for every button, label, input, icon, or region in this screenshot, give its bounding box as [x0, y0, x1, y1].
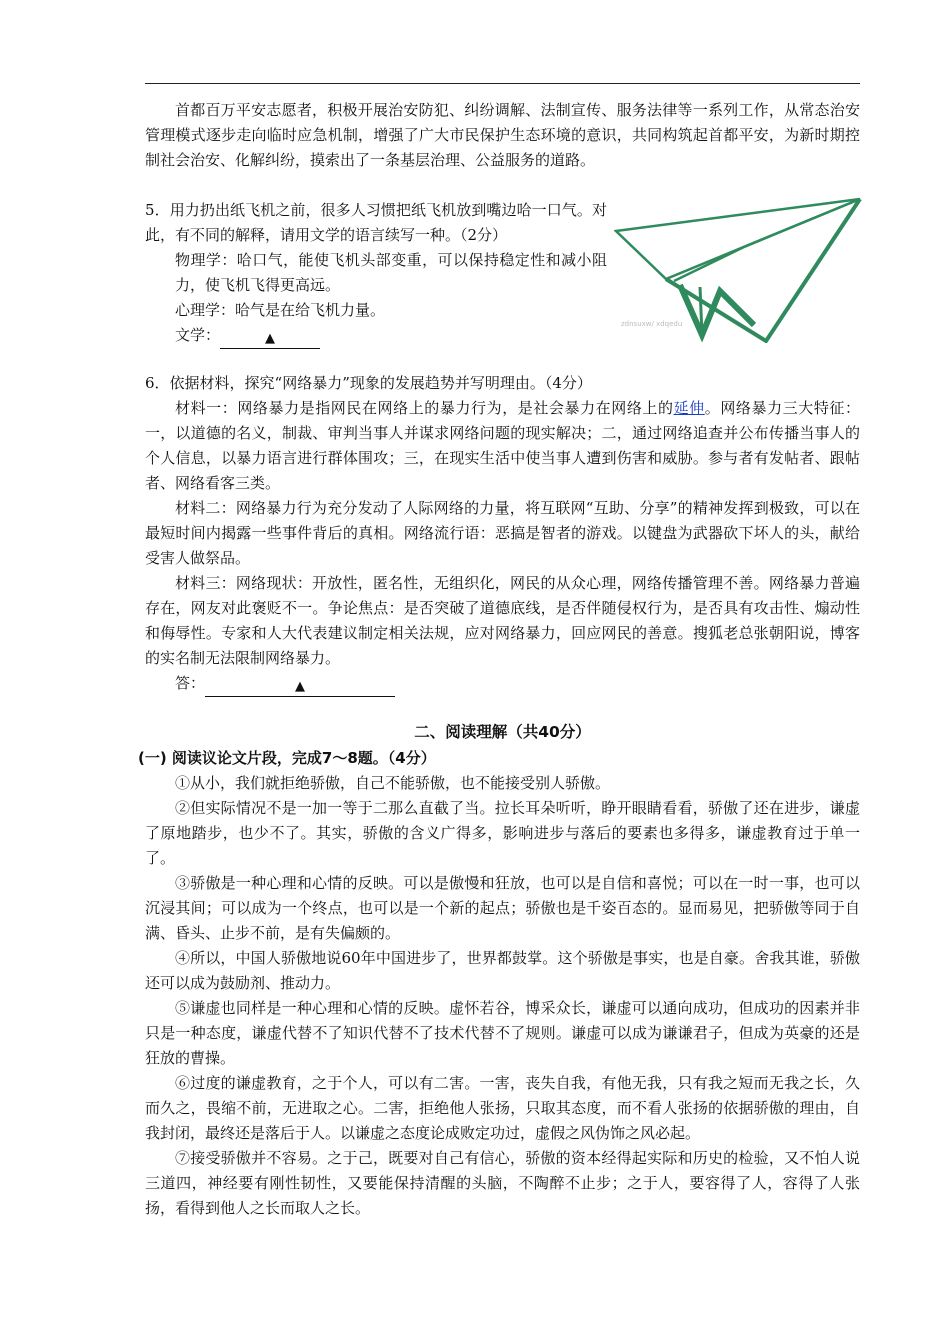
question-5	[145, 198, 607, 349]
plane-keel-inner	[700, 287, 702, 335]
section-2-title: 二、阅读理解（共40分）	[414, 723, 591, 741]
q6-answer-label: 答：	[175, 674, 206, 692]
q5-answer-blank[interactable]	[220, 332, 320, 349]
q6-material-3: 材料三：网络现状：开放性，匿名性，无组织化，网民的从众心理，网络传播管理不善。网络暴力普遍存在，网友对此褒贬不一。争论焦点：是否突破了道德底线，是否伴随侵权行为，是否具有攻击性、煽动性和侮辱性。专家和人大代表建议制定相关法规，应对网络暴力，回应网民的善意。搜狐老总张朝阳说，博客的实名制无法限制网络暴力。	[145, 574, 860, 667]
argument-passage	[145, 771, 860, 1221]
passage-paragraph-7: ⑦接受骄傲并不容易。之于己，既要对自己有信心，骄傲的资本经得起实际和历史的检验，又不怕人说三道四，神经要有刚性韧性，又要能保持清醒的头脑，不陶醉不止步；之于人，要容得了人，容得了人张扬，看得到他人之长而取人之长。	[145, 1149, 860, 1217]
image-watermark: zdnsuxw/ xdqedu	[621, 320, 683, 328]
intro-passage	[145, 98, 860, 173]
header-rule	[145, 83, 860, 84]
passage-paragraph-5: ⑤谦虚也同样是一种心理和心情的反映。虚怀若谷，博采众长，谦虚可以通向成功，但成功的因素并非只是一种态度，谦虚代替不了知识代替不了技术代替不了规则。谦虚可以成为谦谦君子，但成为英豪的还是狂放的曹操。	[145, 999, 860, 1067]
q6-material-1	[145, 396, 860, 496]
q5-physics: 物理学：哈口气，能使飞机头部变重，可以保持稳定性和减小阻力，使飞机飞得更高远。	[175, 251, 607, 294]
plane-left-wing	[616, 199, 860, 279]
q6-answer-line	[145, 671, 860, 697]
q5-literature-label: 文学：	[175, 326, 221, 344]
q6-material-2: 材料二：网络暴力行为充分发动了人际网络的力量，将互联网“互助、分享”的精神发挥到极致，可以在最短时间内揭露一些事件背后的真相。网络流行语：恶搞是智者的游戏。以键盘为武器砍下坏人的头，献给受害人做祭品。	[145, 499, 860, 567]
q5-stem: 5．用力扔出纸飞机之前，很多人习惯把纸飞机放到嘴边哈一口气。对此，有不同的解释，请用文学的语言续写一种。（2分）	[145, 201, 607, 244]
extension-link[interactable]: 延伸	[673, 399, 705, 417]
passage-paragraph-1: ①从小，我们就拒绝骄傲，自己不能骄傲，也不能接受别人骄傲。	[175, 774, 611, 792]
q5-psychology: 心理学：哈气是在给飞机力量。	[175, 301, 386, 319]
q6-stem: 6．依据材料，探究“网络暴力”现象的发展趋势并写明理由。（4分）	[145, 374, 592, 392]
q6-answer-blank[interactable]	[205, 680, 395, 697]
q6-m1-text-a: 材料一：网络暴力是指网民在网络上的暴力行为，是社会暴力在网络上的	[175, 399, 674, 417]
q6-m1-text-b: 。网络暴力三大特征：一，以道德的名义，制裁、审判当事人并谋求网络问题的现实解决；二，通过网络追查并公布传播当事人的个人信息，以暴力语言进行群体围攻；三，在现实生活中使当事人遭到伤害和威胁。参与者有发帖者、跟帖者、网络看客三类。	[145, 399, 860, 492]
section-2-subtitle: (一) 阅读议论文片段，完成7～8题。（4分）	[138, 749, 436, 767]
question-6	[145, 371, 860, 697]
q5-blank-mark: ▲	[265, 331, 276, 346]
passage-paragraph-6: ⑥过度的谦虚教育，之于个人，可以有二害。一害，丧失自我，有他无我，只有我之短而无我之长，久而久之，畏缩不前，无进取之心。二害，拒绝他人张扬，只取其态度，而不看人张扬的依据骄傲的理由，自我封闭，最终还是落后于人。以谦虚之态度论成败定功过，虚假之风伪饰之风必起。	[145, 1074, 860, 1142]
passage-paragraph-4: ④所以，中国人骄傲地说60年中国进步了，世界都鼓掌。这个骄傲是事实，也是自豪。舍我其谁，骄傲还可以成为鼓励剂、推动力。	[145, 949, 860, 992]
q6-blank-mark: ▲	[295, 679, 306, 694]
passage-paragraph-2: ②但实际情况不是一加一等于二那么直截了当。拉长耳朵听听，睁开眼睛看看，骄傲了还在进步，谦虚了原地踏步，也少不了。其实，骄傲的含义广得多，影响进步与落后的要素也多得多，谦虚教育过于单一了。	[145, 799, 860, 867]
intro-paragraph: 首都百万平安志愿者，积极开展治安防犯、纠纷调解、法制宣传、服务法律等一系列工作，从常态治安管理模式逐步走向临时应急机制，增强了广大市民保护生态环境的意识，共同构筑起首都平安，为新时期控制社会治安、化解纠纷，摸索出了一条基层治理、公益服务的道路。	[145, 101, 860, 169]
q5-literature-line	[145, 323, 607, 349]
passage-paragraph-3: ③骄傲是一种心理和心情的反映。可以是傲慢和狂放，也可以是自信和喜悦；可以在一时一事，也可以沉浸其间；可以成为一个终点，也可以是一个新的起点；骄傲也是千姿百态的。显而易见，把骄傲等同于自满、昏头、止步不前，是有失偏颇的。	[145, 874, 860, 942]
